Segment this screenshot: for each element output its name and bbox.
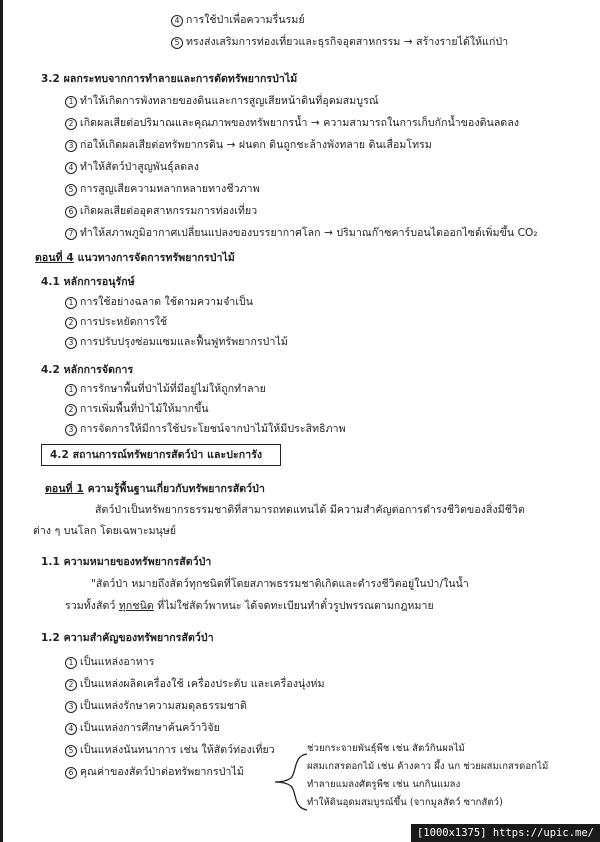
number-circle: 1 (65, 384, 77, 396)
definition-line (65, 600, 434, 613)
item-text: เป็นแหล่งการศึกษาค้นคว้าวิจัย (80, 722, 220, 734)
definition-text: ที่ไม่ใช่สัตว์พาหนะ ได้จดทะเบียนทำตั๋วรูปพรรณตามกฎหมาย (157, 600, 434, 612)
number-circle: 2 (65, 404, 77, 416)
item-text: การรักษาพื้นที่ป่าไม้ที่มีอยู่ไม่ให้ถูกทำลาย (80, 383, 266, 395)
number-circle: 4 (65, 162, 77, 174)
s41-item (65, 296, 253, 309)
section-4-1-title: 4.1 หลักการอนุรักษ์ (41, 276, 135, 288)
item-text: คุณค่าของสัตว์ป่าต่อทรัพยากรป่าไม้ (80, 766, 244, 778)
number-circle: 1 (65, 657, 77, 669)
part-label: ตอนที่ 4 (35, 252, 74, 264)
s12-item (65, 722, 220, 735)
item-text: ทำให้สภาพภูมิอากาศเปลี่ยนแปลงของบรรยากาศโลก → ปริมาณก๊าซคาร์บอนไดออกไซด์เพิ่มขึ้น CO₂ (80, 227, 538, 239)
brace-item: ทำลายแมลงศัตรูพืช เช่น นกกินแมลง (307, 779, 461, 790)
section-1-2-title: 1.2 ความสำคัญของทรัพยากรสัตว์ป่า (41, 632, 214, 644)
s32-item (65, 205, 257, 218)
s12-item (65, 744, 275, 757)
brace-item: ผสมเกสรดอกไม้ เช่น ค้างคาว ผึ้ง นก ช่วยผสมเกสรดอกไม้ (307, 761, 549, 772)
s41-item (65, 336, 288, 349)
s42-item (65, 403, 209, 416)
item-text: การประหยัดการใช้ (80, 316, 168, 328)
s42-item (65, 383, 266, 396)
section-1-1-title: 1.1 ความหมายของทรัพยากรสัตว์ป่า (41, 556, 212, 568)
s32-item (65, 95, 379, 108)
top-item-5 (171, 36, 508, 49)
definition-line: "สัตว์ป่า หมายถึงสัตว์ทุกชนิดที่โดยสภาพธรรมชาติเกิดและดำรงชีวิตอยู่ในป่า/ในน้ำ (91, 578, 469, 590)
number-circle: 2 (65, 317, 77, 329)
number-circle: 3 (65, 424, 77, 436)
part-4-title (35, 252, 235, 265)
s41-item (65, 316, 167, 329)
intro-paragraph-line: ต่าง ๆ บนโลก โดยเฉพาะมนุษย์ (33, 525, 177, 537)
item-text: เกิดผลเสียต่ออุตสาหกรรมการท่องเที่ยว (80, 205, 258, 217)
s12-item (65, 700, 247, 713)
brace-item: ช่วยกระจายพันธุ์พืช เช่น สัตว์กินผลไม้ (307, 743, 466, 754)
part-label: ตอนที่ 1 (45, 483, 84, 495)
s32-item (65, 183, 260, 196)
number-circle: 2 (65, 118, 77, 130)
number-circle: 2 (65, 679, 77, 691)
item-text: การใช้อย่างฉลาด ใช้ตามความจำเป็น (80, 296, 254, 308)
item-text: ทำให้สัตว์ป่าสูญพันธุ์ลดลง (80, 161, 199, 173)
item-text: เป็นแหล่งผลิตเครื่องใช้ เครื่องประดับ และเครื่องนุ่งห่ม (80, 678, 325, 690)
s12-item (65, 678, 325, 691)
s32-item (65, 227, 538, 240)
section-4-2-title: 4.2 หลักการจัดการ (41, 364, 134, 376)
intro-paragraph-line: สัตว์ป่าเป็นทรัพยากรธรรมชาติที่สามารถทดแทนได้ มีความสำคัญต่อการดำรงชีวิตของสิ่งมีชีวิต (95, 504, 525, 516)
item-text: การปรับปรุงซ่อมแซมและฟื้นฟูทรัพยากรป่าไม้ (80, 336, 288, 348)
brace-item: ทำให้ดินอุดมสมบูรณ์ขึ้น (จากมูลสัตว์ ซากสัตว์) (307, 797, 503, 808)
item-text: ทำให้เกิดการพังทลายของดินและการสูญเสียหน้าดินที่อุดมสมบูรณ์ (80, 95, 379, 107)
number-circle: 3 (65, 337, 77, 349)
item-text: ทรงส่งเสริมการท่องเที่ยวและธุรกิจอุตสาหกรรม → สร้างรายได้ให้แก่ป่า (186, 36, 509, 48)
number-circle: 6 (65, 206, 77, 218)
s32-item (65, 139, 432, 152)
curly-brace-icon (271, 752, 311, 812)
s32-item (65, 161, 199, 174)
part-1-title (45, 483, 265, 496)
definition-text: รวมทั้งสัตว์ (65, 600, 116, 612)
item-text: การเพิ่มพื้นที่ป่าไม้ให้มากขึ้น (80, 403, 209, 415)
number-circle: 5 (65, 184, 77, 196)
image-size-badge: [1000x1375] https://upic.me/ (411, 824, 600, 842)
number-circle: 4 (171, 15, 183, 27)
item-text: การจัดการให้มีการใช้ประโยชน์จากป่าไม้ให้มีประสิทธิภาพ (80, 423, 346, 435)
underlined-word: ทุกชนิด (118, 600, 154, 612)
number-circle: 5 (171, 37, 183, 49)
top-item-4 (171, 14, 305, 27)
number-circle: 1 (65, 96, 77, 108)
part-title-text: แนวทางการจัดการทรัพยากรป่าไม้ (77, 252, 235, 264)
s42-item (65, 423, 346, 436)
number-circle: 3 (65, 140, 77, 152)
item-text: เป็นแหล่งรักษาความสมดุลธรรมชาติ (80, 700, 247, 712)
section-heading-text: 4.2 สถานการณ์ทรัพยากรสัตว์ป่า และปะการัง (50, 449, 263, 461)
number-circle: 6 (65, 767, 77, 779)
item-text: ก่อให้เกิดผลเสียต่อทรัพยากรดิน → ฝนตก ดินถูกชะล้างพังทลาย ดินเสื่อมโทรม (80, 139, 432, 151)
number-circle: 1 (65, 297, 77, 309)
number-circle: 7 (65, 228, 77, 240)
s12-item (65, 766, 244, 779)
part-title-text: ความรู้พื้นฐานเกี่ยวกับทรัพยากรสัตว์ป่า (87, 483, 265, 495)
s12-item (65, 656, 155, 669)
item-text: การสูญเสียความหลากหลายทางชีวภาพ (80, 183, 260, 195)
s32-item (65, 117, 519, 130)
item-text: เกิดผลเสียต่อปริมาณและคุณภาพของทรัพยากรน้ำ → ความสามารถในการเก็บกักน้ำของดินลดลง (80, 117, 520, 129)
item-text: การใช้ป่าเพื่อความรื่นรมย์ (186, 14, 305, 26)
section-3-2-title: 3.2 ผลกระทบจากการทำลายและการตัดทรัพยากรป่าไม้ (41, 73, 298, 85)
section-heading-box (41, 444, 281, 466)
number-circle: 3 (65, 701, 77, 713)
item-text: เป็นแหล่งนันทนาการ เช่น ให้สัตว์ท่องเที่ยว (80, 744, 275, 756)
item-text: เป็นแหล่งอาหาร (80, 656, 155, 668)
number-circle: 4 (65, 723, 77, 735)
number-circle: 5 (65, 745, 77, 757)
